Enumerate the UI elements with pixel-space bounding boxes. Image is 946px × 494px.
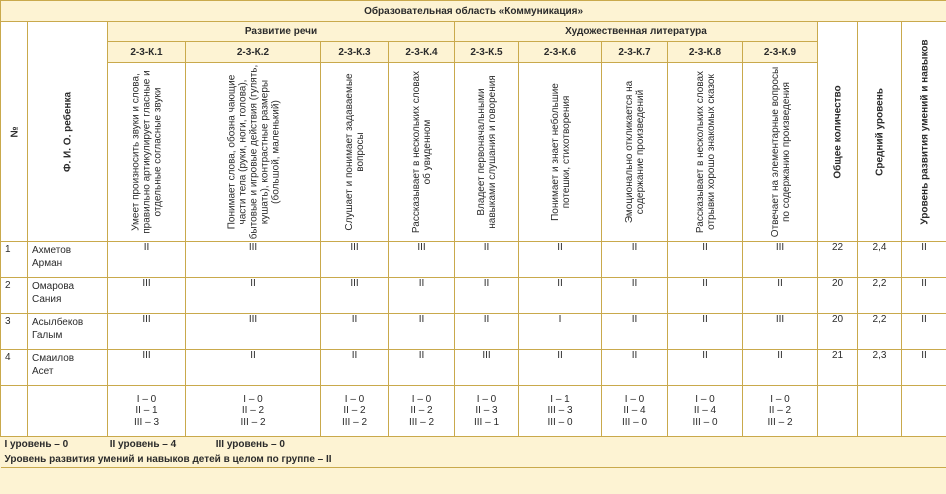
level-count-cell: I – 0 II – 2 III – 2: [743, 386, 818, 437]
score-cell: II: [455, 278, 519, 314]
avg-cell: 2,4: [858, 242, 902, 278]
score-cell: II: [668, 278, 743, 314]
score-cell: II: [743, 350, 818, 386]
score-cell: III: [389, 242, 455, 278]
row-number: 3: [1, 314, 28, 350]
score-cell: III: [108, 278, 186, 314]
avg-cell: 2,2: [858, 278, 902, 314]
level-count-cell: I – 0 II – 1 III – 3: [108, 386, 186, 437]
score-cell: II: [389, 278, 455, 314]
criterion-description: Отвечает на элементарные вопросы по содержанию произведения: [743, 63, 818, 242]
score-cell: III: [743, 314, 818, 350]
level-count-cell: I – 0 II – 4 III – 0: [602, 386, 668, 437]
level-count-cell: I – 1 III – 3 III – 0: [519, 386, 602, 437]
level3-total: III уровень – 0: [215, 439, 285, 450]
score-cell: II: [389, 314, 455, 350]
criterion-code: 2-3-К.8: [668, 42, 743, 63]
criterion-description: Умеет произносить звуки и слова, правильно артикулирует гласные и отдельные согласные звуки: [108, 63, 186, 242]
score-cell: II: [743, 278, 818, 314]
avg-cell: 2,3: [858, 350, 902, 386]
child-name: Омарова Сания: [28, 278, 108, 314]
total-cell: 22: [818, 242, 858, 278]
total-header: Общее количество: [818, 22, 858, 242]
criterion-description: Владеет первоначальными навыками слушания и говорения: [455, 63, 519, 242]
score-cell: III: [743, 242, 818, 278]
level-count-cell: I – 0 II – 2 III – 2: [321, 386, 389, 437]
total-cell: 20: [818, 278, 858, 314]
counts-row: [1, 386, 946, 437]
score-cell: I: [519, 314, 602, 350]
criterion-description: Эмоционально откликается на содержание произведений: [602, 63, 668, 242]
score-cell: III: [108, 350, 186, 386]
level-cell: II: [902, 314, 946, 350]
level-count-cell: I – 0 II – 3 III – 1: [455, 386, 519, 437]
score-cell: II: [602, 314, 668, 350]
score-cell: III: [186, 242, 321, 278]
child-name: Асылбеков Галым: [28, 314, 108, 350]
score-cell: II: [519, 278, 602, 314]
criterion-code: 2-3-К.1: [108, 42, 186, 63]
table-row: [1, 314, 946, 350]
number-header: №: [1, 22, 28, 242]
criterion-description: Слушает и понимает задаваемые вопросы: [321, 63, 389, 242]
score-cell: II: [321, 350, 389, 386]
child-name: Ахметов Арман: [28, 242, 108, 278]
score-cell: III: [321, 278, 389, 314]
score-cell: II: [519, 350, 602, 386]
score-cell: III: [108, 314, 186, 350]
level-count-cell: I – 0 II – 2 III – 2: [186, 386, 321, 437]
score-cell: II: [602, 278, 668, 314]
criterion-description: Рассказывает в нескольких словах отрывки хорошо знакомых сказок: [668, 63, 743, 242]
row-number: 2: [1, 278, 28, 314]
total-cell: 20: [818, 314, 858, 350]
level2-total: II уровень – 4: [109, 439, 177, 450]
criterion-code: 2-3-К.4: [389, 42, 455, 63]
criterion-code: 2-3-К.5: [455, 42, 519, 63]
criterion-description: Понимает слова, обозна чающие части тела (руки, ноги, голова), бытовые и игровые действия (гулять, кушать), контрастные размеры (большой, маленький): [186, 63, 321, 242]
score-cell: II: [321, 314, 389, 350]
score-cell: II: [186, 350, 321, 386]
criterion-code: 2-3-К.2: [186, 42, 321, 63]
group-summary: Уровень развития умений и навыков детей в целом по группе – II: [1, 452, 946, 468]
level1-total: I уровень – 0: [4, 439, 69, 450]
level-cell: II: [902, 350, 946, 386]
score-cell: III: [455, 350, 519, 386]
table-row: [1, 242, 946, 278]
table-row: [1, 278, 946, 314]
row-number: 4: [1, 350, 28, 386]
row-number: 1: [1, 242, 28, 278]
level-cell: II: [902, 278, 946, 314]
level-count-cell: I – 0 II – 2 III – 2: [389, 386, 455, 437]
criterion-code: 2-3-К.3: [321, 42, 389, 63]
total-cell: 21: [818, 350, 858, 386]
criterion-code: 2-3-К.6: [519, 42, 602, 63]
score-cell: II: [668, 314, 743, 350]
name-header: Ф. И. О. ребенка: [28, 22, 108, 242]
score-cell: II: [108, 242, 186, 278]
criterion-description: Рассказывает в нескольких словах об увиденном: [389, 63, 455, 242]
criterion-code: 2-3-К.9: [743, 42, 818, 63]
speech-group-header: Развитие речи: [108, 22, 455, 42]
criterion-description: Понимает и знает небольшие потешки, стихотворения: [519, 63, 602, 242]
level-summary: [1, 437, 946, 453]
criterion-code: 2-3-К.7: [602, 42, 668, 63]
score-cell: II: [668, 350, 743, 386]
level-cell: II: [902, 242, 946, 278]
area-title: Образовательная область «Коммуникация»: [1, 1, 946, 22]
score-cell: II: [455, 242, 519, 278]
avg-header: Средний уровень: [858, 22, 902, 242]
skill-level-header: Уровень развития умений и навыков: [902, 22, 946, 242]
level-count-cell: I – 0 II – 4 III – 0: [668, 386, 743, 437]
avg-cell: 2,2: [858, 314, 902, 350]
score-cell: II: [519, 242, 602, 278]
score-cell: II: [602, 242, 668, 278]
score-cell: III: [321, 242, 389, 278]
literature-group-header: Художественная литература: [455, 22, 818, 42]
score-cell: III: [186, 314, 321, 350]
score-cell: II: [389, 350, 455, 386]
score-cell: II: [186, 278, 321, 314]
score-cell: II: [602, 350, 668, 386]
child-name: Смаилов Асет: [28, 350, 108, 386]
table-row: [1, 350, 946, 386]
score-cell: II: [668, 242, 743, 278]
score-cell: II: [455, 314, 519, 350]
